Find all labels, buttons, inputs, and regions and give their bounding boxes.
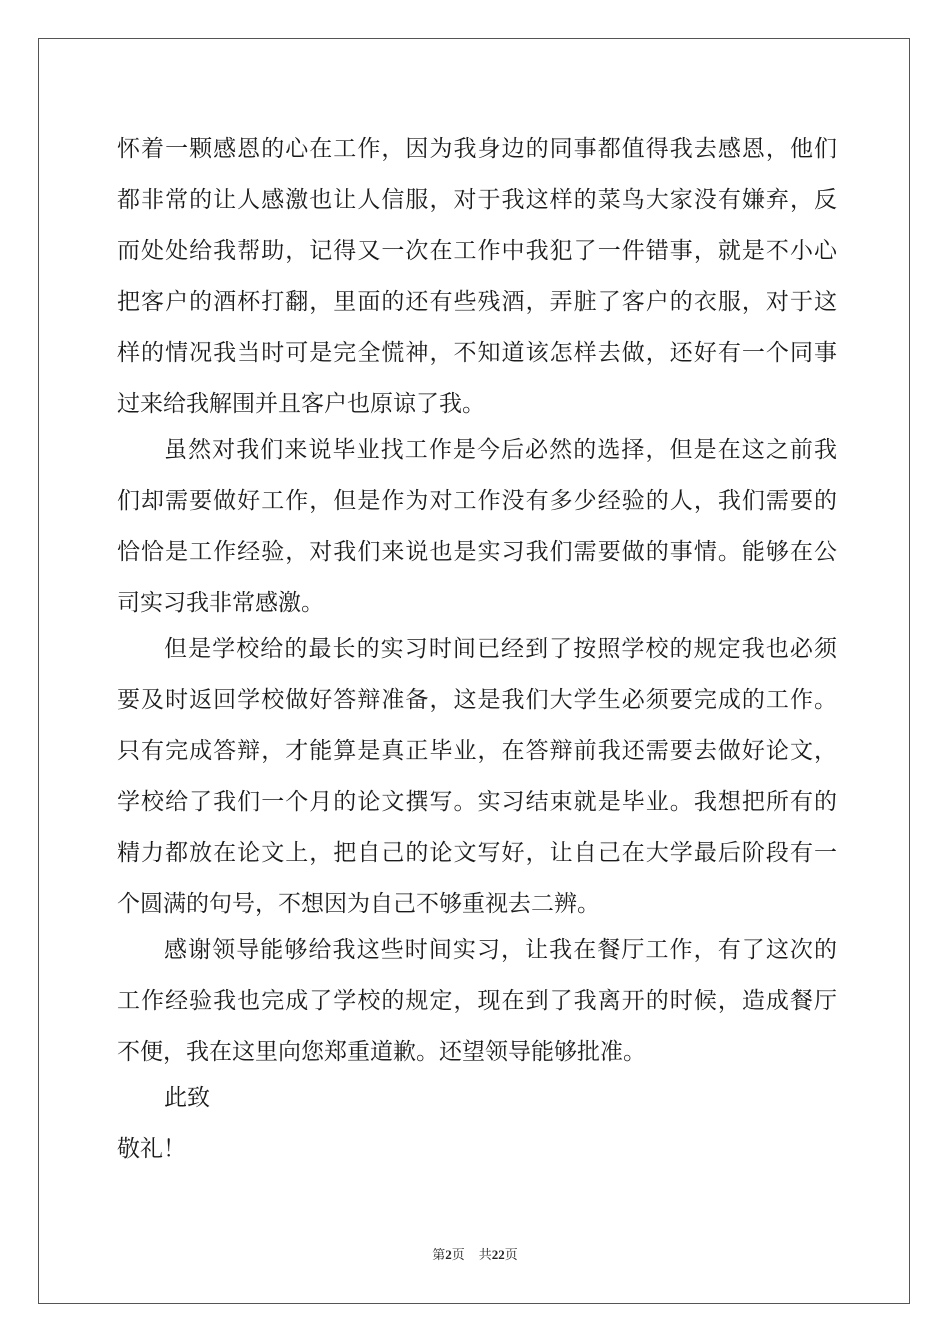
total-prefix: 共 bbox=[478, 1248, 492, 1263]
page-number: 2 bbox=[445, 1247, 452, 1262]
text-line: 样的情况我当时可是完全慌神，不知道该怎样去做，还好有一个同事 bbox=[117, 340, 837, 366]
text-line: 虽然对我们来说毕业找工作是今后必然的选择，但是在这之前我 bbox=[164, 437, 837, 463]
text-line: 过来给我解围并且客户也原谅了我。 bbox=[117, 391, 485, 417]
page-prefix: 第 bbox=[432, 1248, 446, 1263]
text-line: 司实习我非常感激。 bbox=[117, 590, 324, 616]
text-line: 不便，我在这里向您郑重道歉。还望领导能够批准。 bbox=[117, 1039, 646, 1065]
text-line: 都非常的让人感激也让人信服，对于我这样的菜鸟大家没有嫌弃，反 bbox=[117, 187, 837, 213]
text-line: 要及时返回学校做好答辩准备，这是我们大学生必须要完成的工作。 bbox=[117, 687, 837, 713]
total-suffix: 页 bbox=[504, 1248, 518, 1263]
text-line: 工作经验我也完成了学校的规定，现在到了我离开的时候，造成餐厅 bbox=[117, 988, 837, 1014]
text-line: 把客户的酒杯打翻，里面的还有些残酒，弄脏了客户的衣服，对于这 bbox=[117, 289, 837, 315]
text-line: 感谢领导能够给我这些时间实习，让我在餐厅工作，有了这次的 bbox=[164, 937, 837, 963]
text-line: 个圆满的句号，不想因为自己不够重视去二辨。 bbox=[117, 891, 600, 917]
page-suffix: 页 bbox=[451, 1248, 465, 1263]
total-pages: 22 bbox=[491, 1247, 505, 1262]
text-line: 但是学校给的最长的实习时间已经到了按照学校的规定我也必须 bbox=[164, 636, 837, 662]
text-line: 只有完成答辩，才能算是真正毕业，在答辩前我还需要去做好论文， bbox=[117, 738, 837, 764]
text-line: 们却需要做好工作，但是作为对工作没有多少经验的人，我们需要的 bbox=[117, 488, 837, 514]
salutation-text: 敬礼！ bbox=[117, 1136, 186, 1162]
text-line: 怀着一颗感恩的心在工作，因为我身边的同事都值得我去感恩，他们 bbox=[117, 136, 837, 162]
text-line: 精力都放在论文上，把自己的论文写好，让自己在大学最后阶段有一 bbox=[117, 840, 837, 866]
closing-text: 此致 bbox=[164, 1085, 210, 1111]
text-line: 而处处给我帮助，记得又一次在工作中我犯了一件错事，就是不小心 bbox=[117, 238, 837, 264]
text-line: 恰恰是工作经验，对我们来说也是实习我们需要做的事情。能够在公 bbox=[117, 539, 837, 565]
page-footer bbox=[0, 1246, 950, 1265]
page-border bbox=[38, 38, 910, 1304]
text-line: 学校给了我们一个月的论文撰写。实习结束就是毕业。我想把所有的 bbox=[117, 789, 837, 815]
